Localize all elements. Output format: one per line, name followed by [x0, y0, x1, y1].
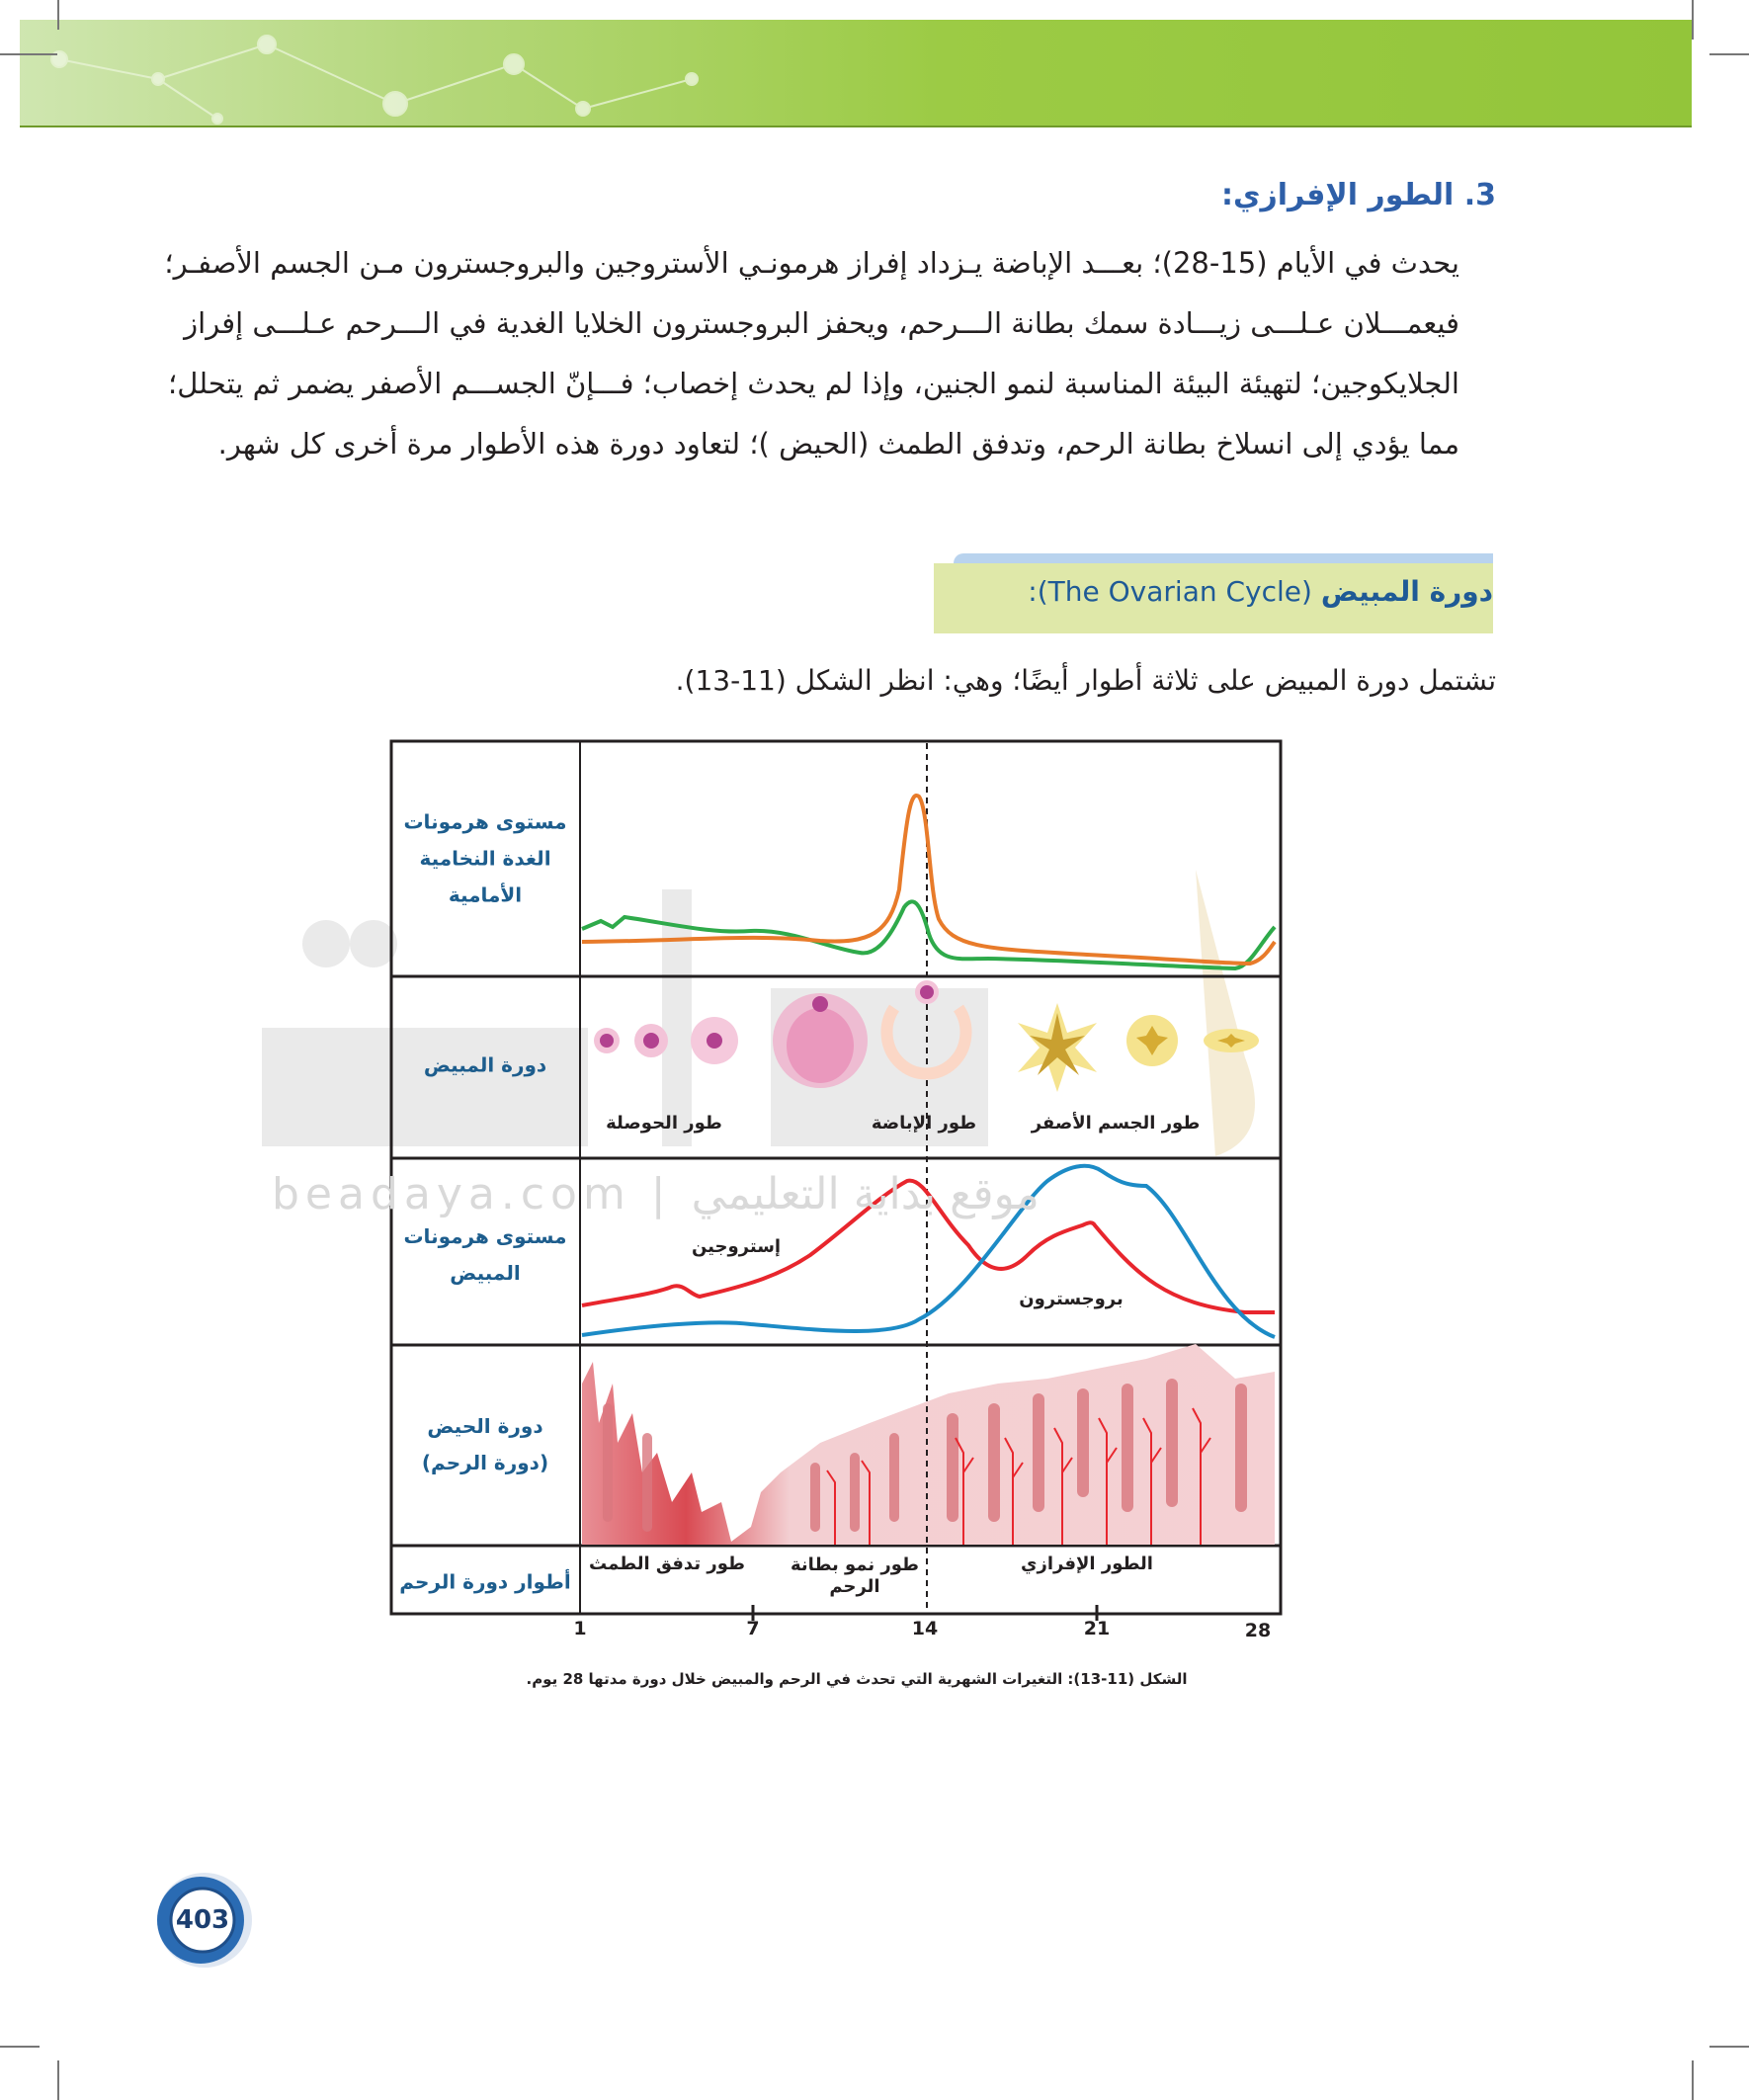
page-number: 403 [175, 1905, 230, 1935]
paragraph-line: فيعمـــلان عـلـــى زيـــادة سمك بطانة الـــرحم، ويحفز البروجسترون الخلايا الغدية في الـــرحم عـلـــى إفراز [184, 306, 1459, 340]
watermark-text: beadaya.com | موقع بداية التعليمي [272, 1169, 1040, 1219]
paragraph-line: مما يؤدي إلى انسلاخ بطانة الرحم، وتدفق الطمث (الحيض )؛ لتعاود دورة هذه الأطوار مرة أخرى كل شهر. [217, 427, 1459, 461]
intro-text: تشتمل دورة المبيض على ثلاثة أطوار أيضًا؛ وهي: انظر الشكل (11-13). [675, 664, 1496, 697]
uterine-phase-secretory: الطور الإفرازي [1021, 1554, 1153, 1574]
label-line: مستوى هرمونات [403, 809, 567, 834]
day-tick: 21 [1083, 1618, 1111, 1639]
label-line: دورة الحيض [427, 1414, 543, 1438]
figure-caption: الشكل (11-13): التغيرات الشهرية التي تحدث في الرحم والمبيض خلال دورة مدتها 28 يوم. [526, 1670, 1188, 1688]
row-label-ovary-cycle: دورة المبيض [423, 1052, 547, 1077]
subsection-title-en: (The Ovarian Cycle): [1028, 575, 1312, 608]
day-tick: 14 [911, 1618, 939, 1639]
section-heading: 3. الطور الإفرازي: [1221, 178, 1496, 212]
row-label-uterine-phases: أطوار دورة الرحم [399, 1569, 571, 1594]
subsection-title-ar: دورة المبيض [1320, 575, 1493, 608]
day-tick: 1 [573, 1618, 587, 1639]
day-tick: 28 [1244, 1620, 1272, 1641]
label-line: الغدة النخامية [419, 846, 551, 871]
day-tick: 7 [746, 1618, 760, 1639]
label-line: طور نمو بطانة [791, 1554, 919, 1575]
uterine-phase-proliferative [791, 1554, 919, 1598]
row-label-ovarian-hormones [403, 1218, 566, 1292]
paragraph-line: يحدث في الأيام (15-28)؛ بعـــد الإباضة يـزداد إفراز هرمونـي الأستروجين والبروجسترون مـن الجسم الأصفـر؛ [164, 246, 1459, 280]
label-line: الرحم [829, 1576, 880, 1597]
row-label-menstrual-cycle [422, 1408, 548, 1481]
page-number-badge [151, 1870, 252, 1971]
label-line: مستوى هرمونات [403, 1224, 567, 1248]
uterine-phase-menstrual: طور تدفق الطمث [589, 1554, 745, 1574]
phase-luteal: طور الجسم الأصفر [1031, 1113, 1201, 1134]
lh-curve [582, 796, 1275, 964]
paragraph-line: الجلايكوجين؛ لتهيئة البيئة المناسبة لنمو الجنين، وإذا لم يحدث إخصاب؛ فـــإنّ الجســـم الأصفر يضمر ثم يتحلل؛ [168, 367, 1459, 400]
progesterone-label: بروجسترون [1019, 1289, 1124, 1309]
label-line: المبيض [450, 1261, 521, 1285]
phase-follicular: طور الحوصلة [606, 1113, 722, 1134]
estrogen-label: إستروجين [691, 1236, 782, 1257]
endometrium-illustration [582, 1344, 1275, 1545]
phase-ovulation: طور الإباضة [871, 1113, 977, 1134]
row-label-pituitary-hormones [403, 804, 566, 914]
label-line: (دورة الرحم) [421, 1451, 549, 1474]
label-line: الأمامية [448, 882, 523, 907]
